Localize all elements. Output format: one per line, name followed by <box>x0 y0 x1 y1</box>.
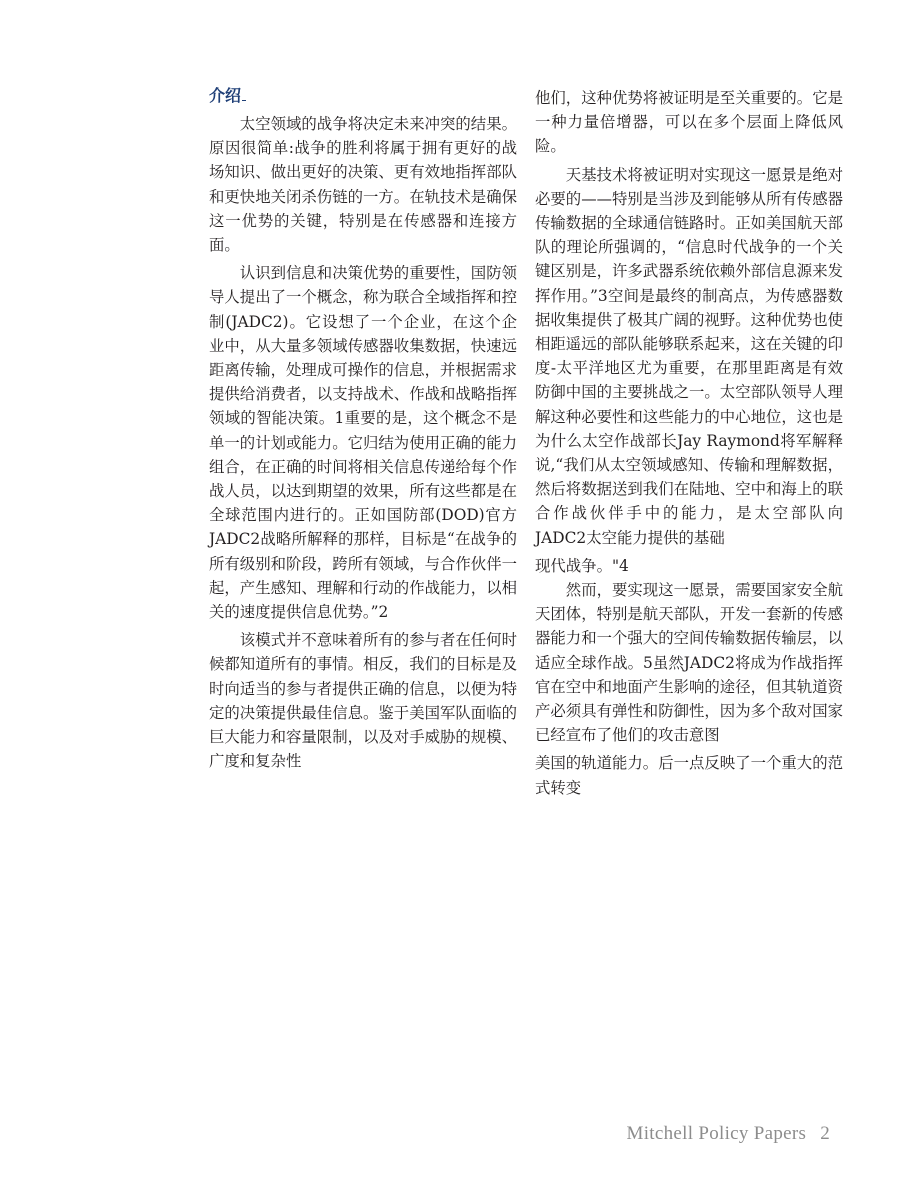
left-paragraph-2: 认识到信息和决策优势的重要性，国防领导人提出了一个概念，称为联合全域指挥和控制(JADC2)。它设想了一个企业，在这个企业中，从大量多领域传感器收集数据，快速远距离传输，处理成可操作的信息，并根据需求提供给消费者，以支持战术、作战和战略指挥领域的智能决策。1重要的是，这个概念不是单一的计划或能力。它归结为使用正确的能力组合，在正确的时间将相关信息传递给每个作战人员，以达到期望的效果，所有这些都是在全球范围内进行的。正如国防部(DOD)官方JADC2战略所解释的那样，目标是“在战争的所有级别和阶段，跨所有领域，与合作伙伴一起，产生感知、理解和行动的作战能力，以相关的速度提供信息优势。”2 <box>209 264 517 622</box>
footer-publication-title: Mitchell Policy Papers <box>626 1123 807 1144</box>
right-paragraph-4: 然而，要实现这一愿景，需要国家安全航天团体，特别是航天部队，开发一套新的传感器能力和一个强大的空间传输数据传输层，以适应全球作战。5虽然JADC2将成为作战指挥官在空中和地面产生影响的途径，但其轨道资产必须具有弹性和防御性，因为多个敌对国家已经宣布了他们的攻击意图 <box>535 581 843 745</box>
footer-page-number: 2 <box>820 1123 830 1144</box>
heading-underline-mark <box>242 86 246 101</box>
section-heading <box>209 84 517 108</box>
page-footer <box>627 1123 831 1145</box>
right-paragraph-5: 美国的轨道能力。后一点反映了一个重大的范式转变 <box>535 754 843 797</box>
left-paragraph-1: 太空领域的战争将决定未来冲突的结果。原因很简单:战争的胜利将属于拥有更好的战场知识、做出更好的决策、更有效地指挥部队和更快地关闭杀伤链的一方。在轨技术是确保这一优势的关键，特别是在传感器和连接方面。 <box>209 115 517 255</box>
left-column <box>209 84 517 773</box>
left-paragraph-3: 该模式并不意味着所有的参与者在任何时候都知道所有的事情。相反，我们的目标是及时向适当的参与者提供正确的信息，以便为特定的决策提供最佳信息。鉴于美国军队面临的巨大能力和容量限制，以及对手威胁的规模、广度和复杂性 <box>209 631 517 771</box>
right-paragraph-2: 天基技术将被证明对实现这一愿景是绝对必要的——特别是当涉及到能够从所有传感器传输数据的全球通信链路时。正如美国航天部队的理论所强调的，“信息时代战争的一个关键区别是，许多武器系统依赖外部信息源来发挥作用。”3空间是最终的制高点，为传感器数据收集提供了极其广阔的视野。这种优势也使相距遥远的部队能够联系起来，这在关键的印度-太平洋地区尤为重要，在那里距离是有效防御中国的主要挑战之一。太空部队领导人理解这种必要性和这些能力的中心地位，这也是为什么太空作战部长Jay Raymond将军解释说,“我们从太空领域感知、传输和理解数据，然后将数据送到我们在陆地、空中和海上的联合作战伙伴手中的能力，是太空部队向JADC2太空能力提供的基础 <box>535 165 843 547</box>
right-column <box>535 86 843 800</box>
section-heading-text: 介绍 <box>209 86 242 105</box>
right-paragraph-1: 他们，这种优势将被证明是至关重要的。它是一种力量倍增器，可以在多个层面上降低风险。 <box>535 89 843 156</box>
right-paragraph-3: 现代战争。"4 <box>535 556 629 575</box>
